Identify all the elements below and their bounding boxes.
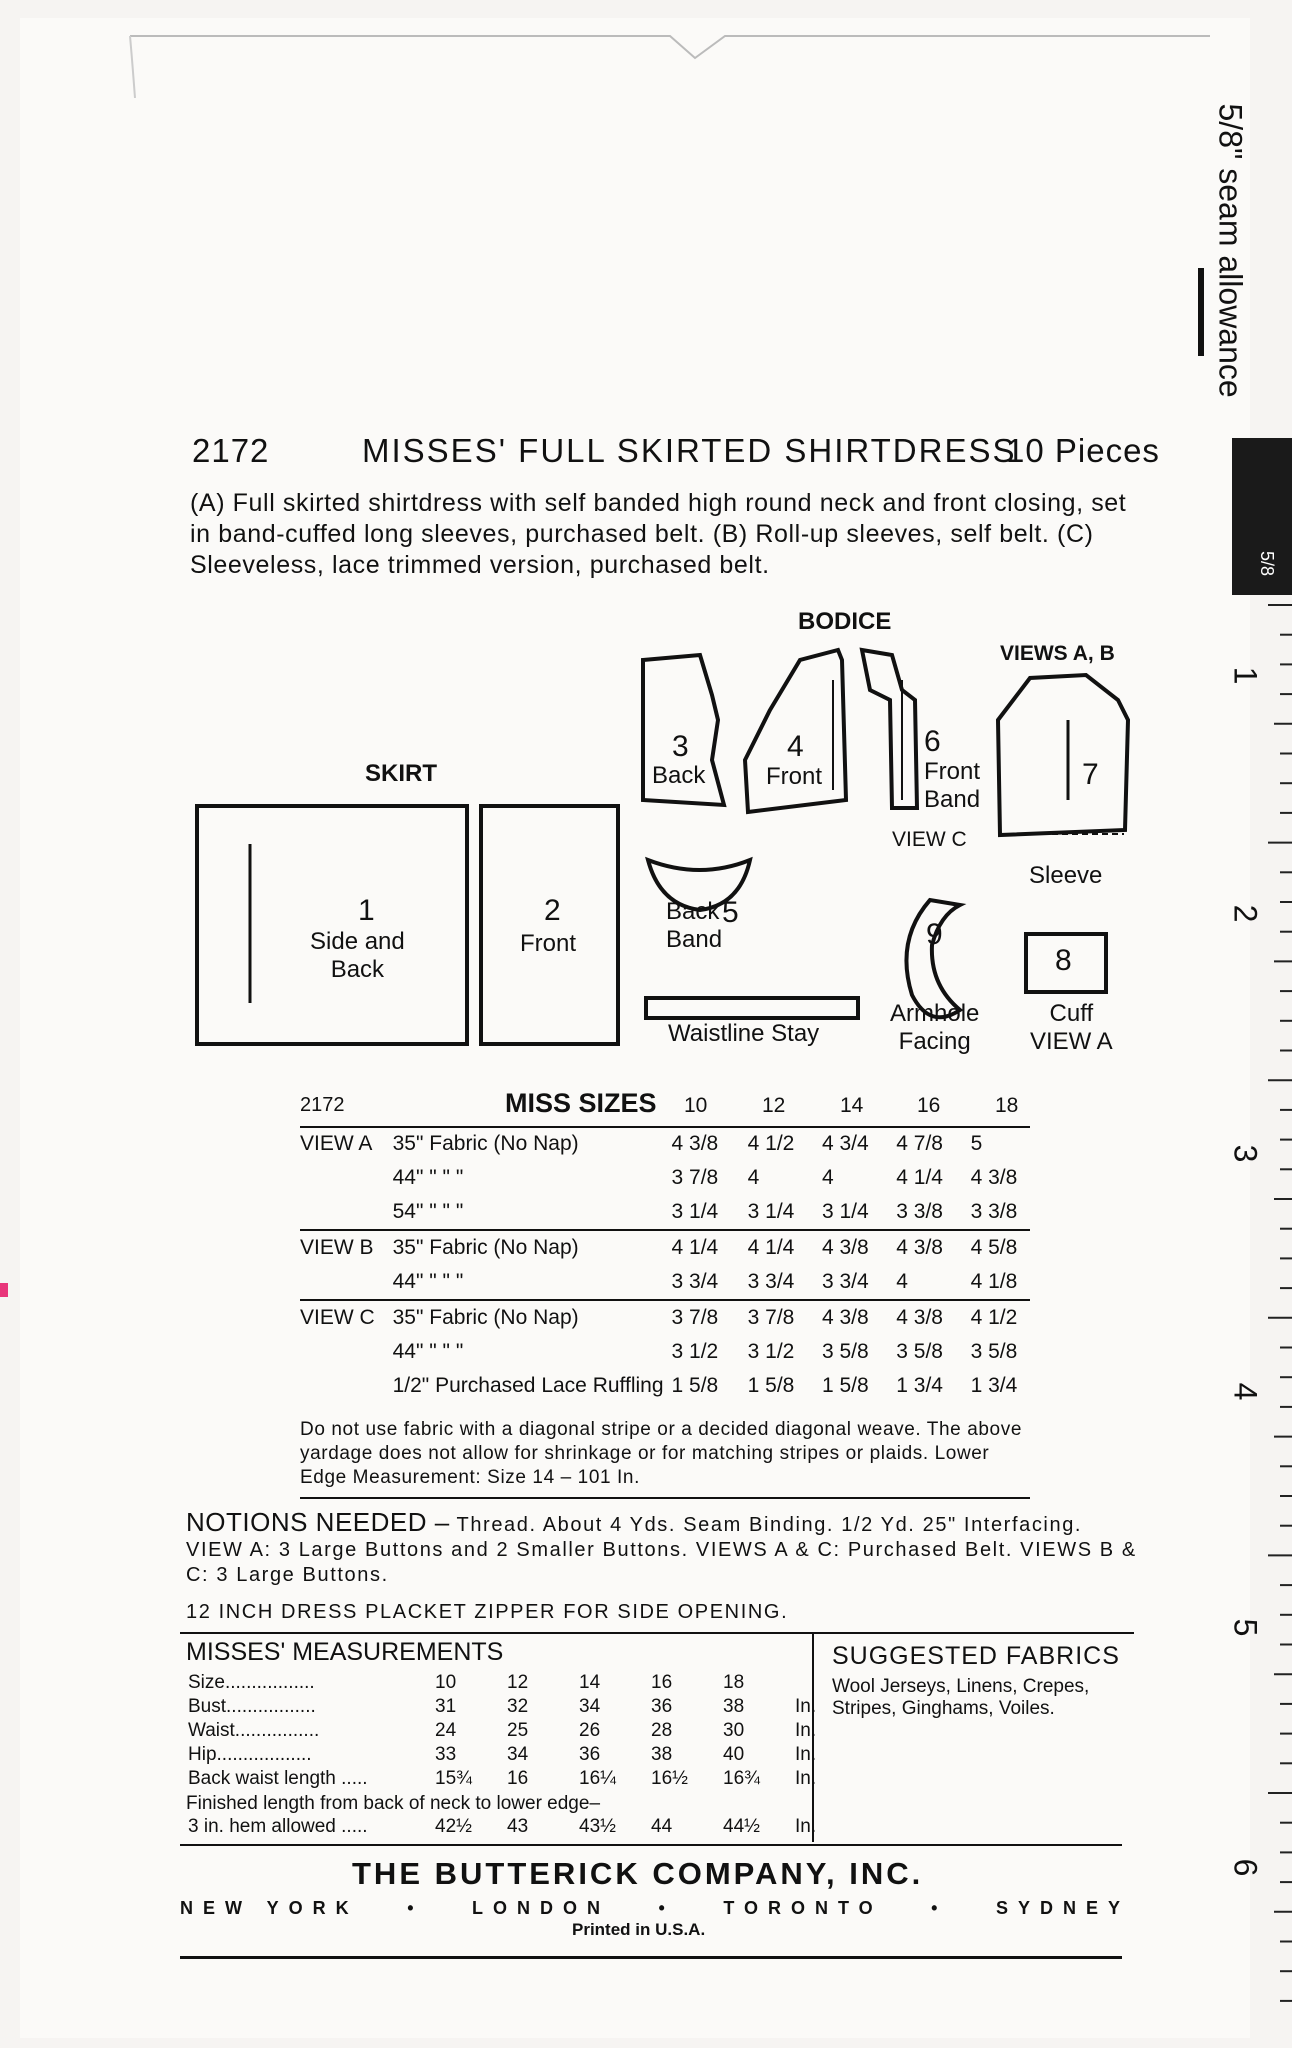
yardage-fabric: 35" Fabric (No Nap): [392, 1132, 579, 1155]
yardage-value: 4 3/4: [821, 1132, 869, 1155]
finished-value: 44: [651, 1816, 673, 1837]
yardage-row: [300, 1369, 1030, 1403]
measurement-value: 12: [507, 1672, 529, 1693]
measurement-row: [188, 1744, 835, 1766]
piece-7-name: Sleeve: [1029, 862, 1103, 889]
yardage-value: 3 7/8: [671, 1306, 719, 1329]
yardage-view: VIEW B: [300, 1236, 374, 1259]
piece-7-number: 7: [1082, 758, 1099, 791]
piece-1-name: Side and Back: [310, 928, 405, 983]
yardage-value: 4 7/8: [896, 1132, 943, 1155]
yardage-value: 4 1/8: [970, 1270, 1018, 1293]
finished-value: 44½: [723, 1816, 760, 1837]
measurement-value: 26: [579, 1720, 601, 1741]
yardage-value: 3 7/8: [671, 1166, 719, 1189]
yardage-row: [300, 1300, 1030, 1335]
zipper-note: 12 INCH DRESS PLACKET ZIPPER FOR SIDE OPENING.: [186, 1601, 789, 1623]
views-ab-label: VIEWS A, B: [1000, 642, 1115, 665]
finished-length-line1: Finished length from back of neck to lower edge–: [186, 1793, 601, 1814]
piece-4-name: Front: [766, 763, 823, 790]
yardage-value: 1 3/4: [896, 1374, 943, 1397]
ruler-tab-fraction: 5/8: [1257, 550, 1278, 577]
yardage-fabric: 1/2" Purchased Lace Ruffling: [392, 1374, 664, 1397]
company-cities: NEW YORK • LONDON • TORONTO • SYDNEY: [180, 1898, 1130, 1918]
piece-6-name: Front Band: [924, 758, 981, 813]
yardage-value: 3 3/4: [821, 1270, 869, 1293]
yardage-row: [300, 1127, 1030, 1161]
piece-6-outline: [862, 650, 917, 808]
yardage-value: 4: [821, 1166, 834, 1189]
piece-2-name: Front: [520, 930, 577, 957]
skirt-label: SKIRT: [365, 760, 437, 787]
measurement-value: 15¾: [435, 1768, 472, 1789]
measurement-value: 32: [507, 1696, 529, 1717]
piece-5-number: 5: [722, 896, 739, 929]
yardage-value: 3 5/8: [970, 1340, 1018, 1363]
measurement-value: 24: [435, 1720, 457, 1741]
yardage-view: [300, 1369, 393, 1403]
yardage-fabric: 44" " " ": [392, 1166, 464, 1189]
measurement-value: 16: [651, 1672, 673, 1693]
yardage-view: [300, 1265, 393, 1300]
yardage-value: 4 1/4: [747, 1236, 795, 1259]
measurement-value: 33: [435, 1744, 457, 1765]
waistline-stay-name: Waistline Stay: [668, 1020, 820, 1047]
yardage-value: 3 7/8: [747, 1306, 795, 1329]
yardage-value: 4 1/2: [747, 1132, 795, 1155]
yardage-value: 4: [896, 1270, 908, 1293]
yardage-value: 1 5/8: [821, 1374, 869, 1397]
fabrics-heading: SUGGESTED FABRICS: [832, 1642, 1120, 1670]
measurement-label: Hip..................: [188, 1744, 312, 1765]
yardage-value: 4 3/8: [821, 1236, 869, 1259]
footer-top-rule: [180, 1844, 1122, 1846]
ruler-mark-3: 3: [1227, 1144, 1264, 1163]
measurement-label: Size.................: [188, 1672, 315, 1693]
seam-allowance-text: seam allowance: [1212, 168, 1249, 398]
finished-unit: In.: [795, 1816, 817, 1837]
measurement-value: 36: [579, 1744, 601, 1765]
measurement-row: [188, 1696, 835, 1718]
yardage-note: Do not use fabric with a diagonal stripe or a decided diagonal weave. The above yardage does not allow for shrinkage or for matching stripes or plaids. Lower Edge Measurement: Size 14 – 101 In.: [300, 1419, 1022, 1488]
finished-value: 43: [507, 1816, 529, 1837]
printed-in: Printed in U.S.A.: [572, 1920, 706, 1939]
yardage-value: 3 5/8: [821, 1340, 869, 1363]
yardage-value: 3 3/4: [747, 1270, 795, 1293]
ruler-mark-1: 1: [1227, 666, 1264, 685]
measurement-row: [188, 1672, 835, 1694]
yardage-value: 3 3/8: [970, 1200, 1018, 1223]
pink-mark: [0, 1283, 8, 1297]
yardage-value: 3 1/2: [671, 1340, 719, 1363]
piece-2-number: 2: [544, 894, 561, 927]
measurement-value: 14: [579, 1672, 601, 1693]
city-toronto: TORONTO: [723, 1898, 883, 1918]
yardage-view: [300, 1335, 393, 1369]
piece-count: 10 Pieces: [1006, 432, 1160, 469]
yardage-value: 3 5/8: [896, 1340, 943, 1363]
yardage-table: [300, 1127, 1030, 1403]
measurement-value: 28: [651, 1720, 673, 1741]
yardage-row: [300, 1161, 1030, 1195]
piece-3-number: 3: [672, 730, 689, 763]
city-london: LONDON: [472, 1898, 610, 1918]
yardage-fabric: 44" " " ": [392, 1340, 464, 1363]
measurement-value: 30: [723, 1720, 745, 1741]
measurement-value: 34: [579, 1696, 601, 1717]
measurement-value: 34: [507, 1744, 529, 1765]
piece-1-outline: [197, 806, 467, 1044]
yardage-value: 1 5/8: [747, 1374, 795, 1397]
yardage-view: VIEW A: [300, 1132, 373, 1155]
yardage-value: 4 1/2: [970, 1306, 1018, 1329]
ruler-mark-4: 4: [1227, 1382, 1264, 1401]
measurements-heading: MISSES' MEASUREMENTS: [186, 1638, 504, 1666]
yardage-fabric: 35" Fabric (No Nap): [392, 1236, 579, 1259]
measurement-unit: In.: [795, 1768, 817, 1789]
measurement-value: 40: [723, 1744, 745, 1765]
yardage-value: 4 3/8: [896, 1306, 943, 1329]
yardage-value: 4 3/8: [671, 1132, 719, 1155]
fabrics-divider: [812, 1634, 814, 1842]
measurement-value: 16¾: [723, 1768, 760, 1789]
yardage-value: 3 1/4: [821, 1200, 869, 1223]
measurement-unit: In.: [795, 1720, 817, 1741]
yardage-value: 4 3/8: [821, 1306, 869, 1329]
yardage-value: 4 1/4: [671, 1236, 719, 1259]
measurement-value: 31: [435, 1696, 457, 1717]
city-new-york: NEW YORK: [180, 1898, 359, 1918]
piece-9-name: Armhole Facing: [890, 1000, 980, 1055]
view-c-label: VIEW C: [892, 828, 967, 851]
measurement-value: 18: [723, 1672, 745, 1693]
ruler-mark-6: 6: [1227, 1858, 1264, 1877]
yardage-pattern-number: 2172: [300, 1094, 345, 1116]
yardage-value: 4 1/4: [896, 1166, 943, 1189]
measurement-value: 38: [723, 1696, 745, 1717]
fabrics-text: Wool Jerseys, Linens, Crepes, Stripes, Ginghams, Voiles.: [832, 1676, 1090, 1719]
measurement-value: 36: [651, 1696, 673, 1717]
yardage-value: 3 3/8: [896, 1200, 943, 1223]
inch-ruler: [1227, 595, 1292, 2048]
measurement-label: Back waist length .....: [188, 1768, 368, 1789]
measurement-value: 16½: [651, 1768, 688, 1789]
yardage-value: 4: [747, 1166, 760, 1189]
company-name: THE BUTTERICK COMPANY, INC.: [352, 1856, 924, 1891]
piece-9-number: 9: [926, 918, 943, 951]
yardage-view: VIEW C: [300, 1306, 375, 1329]
yardage-row: [300, 1230, 1030, 1265]
measurement-value: 10: [435, 1672, 457, 1693]
yardage-fabric: 35" Fabric (No Nap): [392, 1306, 579, 1329]
size-col-14: 14: [840, 1094, 864, 1117]
yardage-row: [300, 1195, 1030, 1230]
waistline-stay-outline: [646, 998, 858, 1018]
measurement-row: [188, 1720, 835, 1742]
yardage-value: 1 3/4: [970, 1374, 1018, 1397]
notions-heading: NOTIONS NEEDED –: [186, 1507, 450, 1537]
yardage-view: [300, 1195, 393, 1230]
measurement-value: 38: [651, 1744, 673, 1765]
pattern-number: 2172: [192, 432, 270, 469]
yardage-value: 4 3/8: [896, 1236, 943, 1259]
yardage-value: 4 5/8: [970, 1236, 1018, 1259]
yardage-bottom-rule: [300, 1497, 1030, 1499]
measurement-unit: [795, 1672, 835, 1694]
yardage-fabric: 54" " " ": [392, 1200, 464, 1223]
yardage-value: 3 3/4: [671, 1270, 719, 1293]
footer-bottom-rule: [180, 1956, 1122, 1959]
piece-1-number: 1: [358, 894, 375, 927]
ruler-mark-2: 2: [1227, 904, 1264, 923]
piece-4-number: 4: [787, 730, 804, 763]
piece-6-number: 6: [924, 725, 941, 758]
measurement-unit: In.: [795, 1696, 817, 1717]
yardage-value: 4 3/8: [970, 1166, 1018, 1189]
measurement-value: 16: [507, 1768, 529, 1789]
yardage-value: 3 1/4: [671, 1200, 719, 1223]
measurements-table: [186, 1670, 837, 1792]
finished-length-label: 3 in. hem allowed .....: [188, 1816, 368, 1837]
piece-8-name: Cuff VIEW A: [1030, 1000, 1113, 1055]
measurement-row: [188, 1768, 835, 1790]
bodice-label: BODICE: [798, 608, 892, 635]
measurement-unit: In.: [795, 1744, 817, 1765]
notions-block: [186, 1507, 1146, 1588]
size-col-12: 12: [762, 1094, 786, 1117]
ruler-dark-tab: [1232, 438, 1292, 595]
piece-5-name: Back Band: [666, 898, 723, 953]
size-col-10: 10: [684, 1094, 708, 1117]
piece-8-number: 8: [1055, 944, 1072, 977]
measurement-label: Waist................: [188, 1720, 320, 1741]
style-description: (A) Full skirted shirtdress with self banded high round neck and front closing, set in band-cuffed long sleeves, purchased belt. (B) Roll-up sleeves, self belt. (C) Sleeveless, lace trimmed version, purchased belt.: [190, 489, 1127, 579]
finished-value: 42½: [435, 1816, 472, 1837]
yardage-fabric: 44" " " ": [392, 1270, 464, 1293]
yardage-row: [300, 1335, 1030, 1369]
measurement-value: 25: [507, 1720, 529, 1741]
finished-value: 43½: [579, 1816, 616, 1837]
finished-length-row: [186, 1814, 837, 1840]
piece-7-outline: [998, 675, 1128, 835]
ruler-ticks: [1268, 595, 1292, 2048]
ruler-mark-5: 5: [1227, 1618, 1264, 1637]
yardage-view: [300, 1161, 393, 1195]
measurement-value: 16¼: [579, 1768, 616, 1789]
yardage-value: 5: [970, 1132, 983, 1155]
yardage-value: 1 5/8: [671, 1374, 719, 1397]
yardage-value: 3 1/4: [747, 1200, 795, 1223]
notions-text: Thread. About 4 Yds. Seam Binding. 1/2 Yd. 25" Interfacing. VIEW A: 3 Large Buttons and 2 Smaller Buttons. VIEWS A & C: Purchased Belt. VIEWS B & C: 3 Large Buttons.: [186, 1514, 1137, 1586]
size-col-18: 18: [995, 1094, 1019, 1117]
yardage-header: [300, 1086, 1030, 1128]
yardage-row: [300, 1265, 1030, 1300]
size-col-16: 16: [917, 1094, 941, 1117]
notions-bottom-rule: [180, 1632, 1134, 1634]
piece-3-name: Back: [652, 762, 706, 789]
pattern-title: MISSES' FULL SKIRTED SHIRTDRESS: [362, 432, 1017, 469]
city-sydney: SYDNEY: [995, 1898, 1130, 1918]
seam-allowance-line: [1198, 268, 1204, 356]
yardage-value: 3 1/2: [747, 1340, 795, 1363]
miss-sizes-heading: MISS SIZES: [505, 1088, 657, 1118]
seam-allowance-fraction: 5/8": [1212, 103, 1249, 160]
measurement-label: Bust.................: [188, 1696, 316, 1717]
